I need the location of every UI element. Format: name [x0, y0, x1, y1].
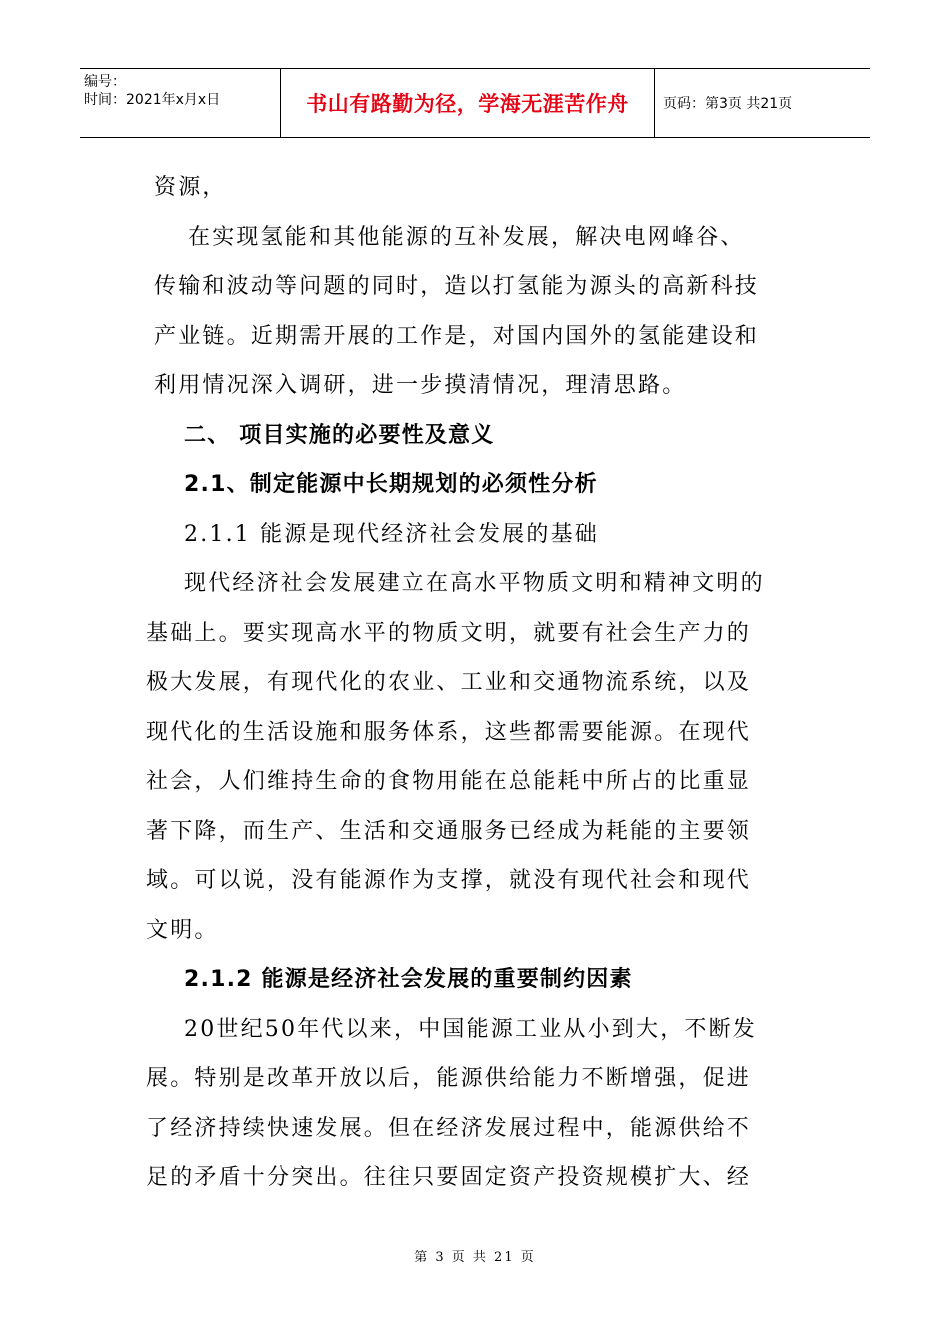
text-line: 展。特别是改革开放以后，能源供给能力不断增强，促进: [146, 1066, 752, 1091]
text-line: 现代经济社会发展建立在高水平物质文明和精神文明的: [184, 571, 765, 596]
number-label: 编号：: [84, 74, 126, 90]
text-line: 产业链。近期需开展的工作是，对国内国外的氢能建设和: [154, 323, 760, 349]
page-info: 页码：第3页 共21页: [663, 96, 793, 112]
text-line: 了经济持续快速发展。但在经济发展过程中，能源供给不: [146, 1115, 752, 1141]
header-meta: [80, 69, 281, 137]
header-page-info: [655, 69, 870, 137]
text-line: 资源，: [154, 175, 227, 200]
text-line: 2.1、制定能源中长期规划的必须性分析: [184, 472, 598, 497]
text-line: 在实现氢能和其他能源的互补发展，解决电网峰谷、: [188, 224, 745, 250]
text-line: 2.1.1 能源是现代经济社会发展的基础: [184, 521, 599, 547]
page-header: [80, 68, 870, 138]
document-body: [146, 163, 806, 1203]
text-line: 社会，人们维持生命的食物用能在总能耗中所占的比重显: [146, 769, 752, 794]
text-line: 2.1.2 能源是经济社会发展的重要制约因素: [184, 967, 633, 992]
text-line: 著下降，而生产、生活和交通服务已经成为耗能的主要领: [146, 818, 752, 844]
page-footer: 第 3 页 共 21 页: [414, 1250, 536, 1265]
text-line: 极大发展，有现代化的农业、工业和交通物流系统，以及: [146, 670, 752, 695]
text-line: 文明。: [146, 917, 219, 943]
motto: 书山有路勤为径，学海无涯苦作舟: [306, 92, 629, 116]
text-line: 20世纪50年代以来，中国能源工业从小到大，不断发: [184, 1016, 757, 1042]
text-line: 域。可以说，没有能源作为支撑，就没有现代社会和现代: [146, 868, 752, 893]
text-line: 利用情况深入调研，进一步摸清情况，理清思路。: [154, 373, 687, 398]
time-label: 时间：2021年x月x日: [84, 92, 221, 108]
text-line: 二、 项目实施的必要性及意义: [184, 422, 495, 448]
header-motto-cell: [281, 69, 655, 137]
text-line: 足的矛盾十分突出。往往只要固定资产投资规模扩大、经: [146, 1165, 752, 1190]
text-line: 基础上。要实现高水平的物质文明，就要有社会生产力的: [146, 620, 752, 646]
text-line: 现代化的生活设施和服务体系，这些都需要能源。在现代: [146, 719, 752, 745]
text-line: 传输和波动等问题的同时，造以打氢能为源头的高新科技: [154, 274, 760, 299]
